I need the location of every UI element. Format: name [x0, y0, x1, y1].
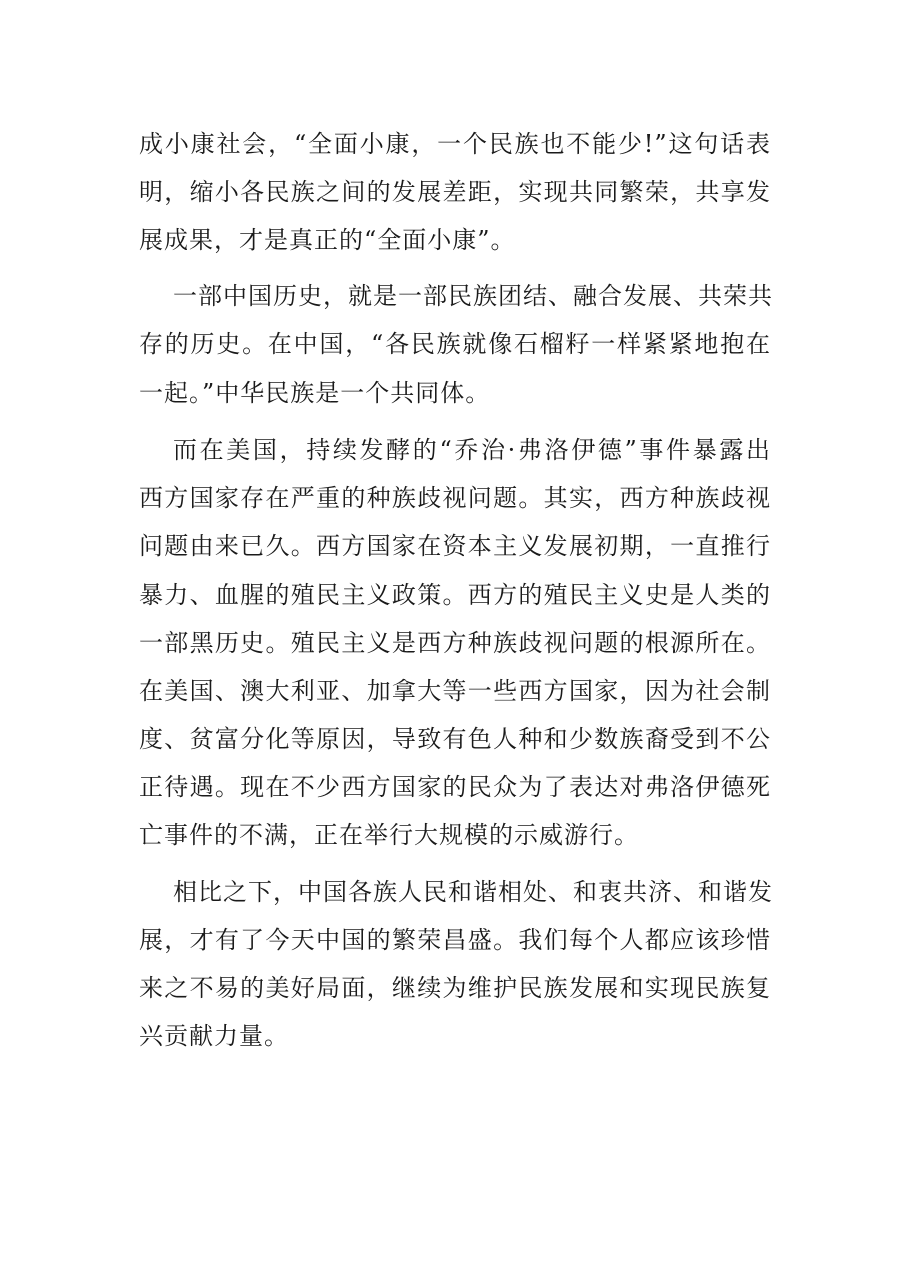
paragraph-4-line-2: 展，才有了今天中国的繁荣昌盛。我们每个人都应该珍惜	[139, 926, 771, 954]
paragraph-3-line-4: 暴力、血腥的殖民主义政策。西方的殖民主义史是人类的	[139, 581, 771, 609]
paragraph-3-line-6: 在美国、澳大利亚、加拿大等一些西方国家，因为社会制	[139, 677, 771, 705]
paragraph-3-line-9: 亡事件的不满，正在举行大规模的示威游行。	[139, 821, 639, 849]
paragraph-4-line-4: 兴贡献力量。	[139, 1022, 289, 1050]
paragraph-4-line-3: 来之不易的美好局面，继续为维护民族发展和实现民族复	[139, 974, 771, 1002]
paragraph-2-line-3: 一起。”中华民族是一个共同体。	[139, 379, 491, 407]
paragraph-1-line-3: 展成果，才是真正的“全面小康”。	[139, 226, 516, 254]
paragraph-2-line-2: 存的历史。在中国，“各民族就像石榴籽一样紧紧地抱在	[139, 330, 771, 358]
paragraph-1-line-2: 明，缩小各民族之间的发展差距，实现共同繁荣，共享发	[139, 178, 771, 206]
paragraph-2-line-1: 一部中国历史，就是一部民族团结、融合发展、共荣共	[173, 282, 773, 310]
paragraph-1-line-1: 成小康社会，“全面小康，一个民族也不能少!”这句话表	[139, 130, 771, 158]
paragraph-3-line-5: 一部黑历史。殖民主义是西方种族歧视问题的根源所在。	[139, 629, 771, 657]
paragraph-4-line-1: 相比之下，中国各族人民和谐相处、和衷共济、和谐发	[173, 878, 773, 906]
paragraph-3-line-8: 正待遇。现在不少西方国家的民众为了表达对弗洛伊德死	[139, 773, 771, 801]
paragraph-3-line-3: 问题由来已久。西方国家在资本主义发展初期，一直推行	[139, 532, 771, 560]
paragraph-3-line-1: 而在美国，持续发酵的“乔治·弗洛伊德”事件暴露出	[173, 436, 771, 464]
paragraph-3-line-2: 西方国家存在严重的种族歧视问题。其实，西方种族歧视	[139, 484, 771, 512]
paragraph-3-line-7: 度、贫富分化等原因，导致有色人种和少数族裔受到不公	[139, 725, 771, 753]
